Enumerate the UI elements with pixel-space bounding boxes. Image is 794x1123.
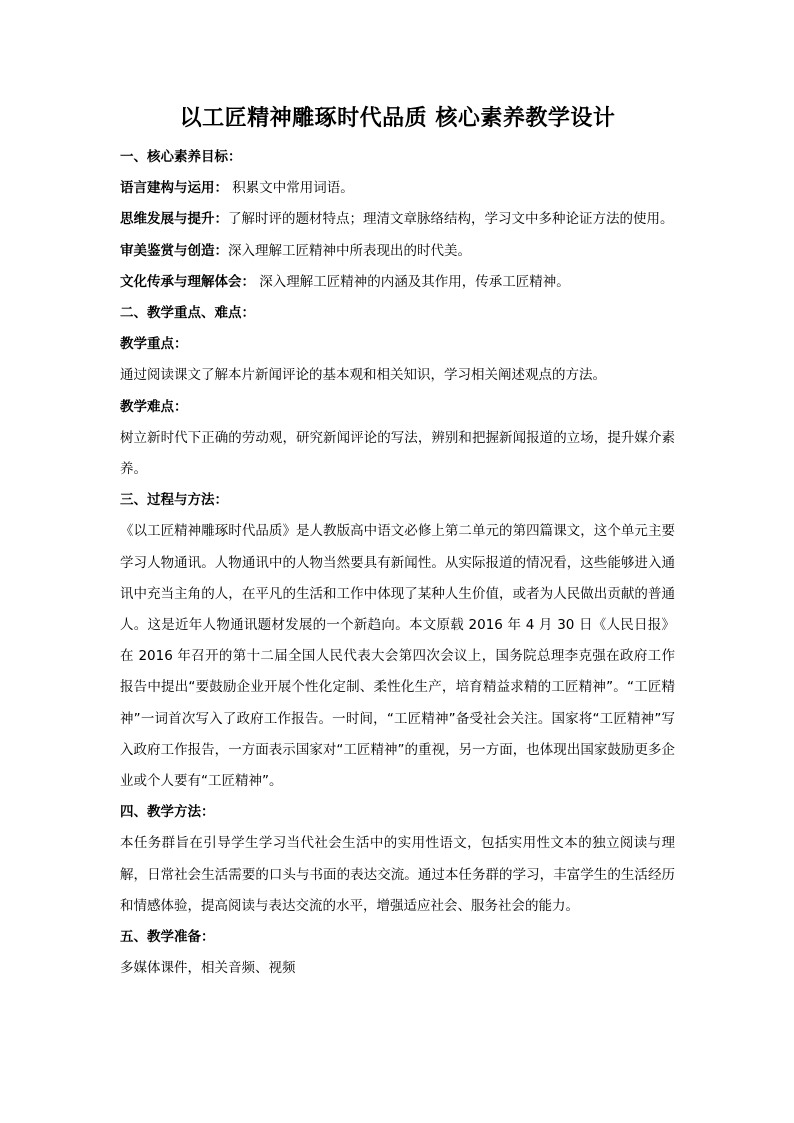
document-title: 以工匠精神雕琢时代品质 核心素养教学设计	[179, 106, 616, 131]
section-heading-process: 三、过程与方法：	[120, 492, 228, 509]
key-point-label: 教学重点：	[120, 336, 188, 353]
section-heading-key-points: 二、教学重点、难点：	[120, 305, 255, 322]
goal-item-language	[120, 173, 675, 204]
methods-paragraph: 本任务群旨在引导学生学习当代社会生活中的实用性语文，包括实用性文本的独立阅读与理解，日常社会生活需要的口头与书面的表达交流。通过本任务群的学习，丰富学生的生活经历和情感体验，提高阅读与表达交流的水平，增强适应社会、服务社会的能力。	[120, 835, 675, 914]
section-heading-goals: 一、核心素养目标：	[120, 149, 242, 165]
key-point-text: 通过阅读课文了解本片新闻评论的基本观和相关知识，学习相关阐述观点的方法。	[120, 367, 606, 384]
preparation-text: 多媒体课件，相关音频、视频	[120, 960, 296, 977]
document-page	[120, 100, 675, 984]
goal-item-aesthetic	[120, 236, 675, 267]
goal-text: 积累文中常用词语。	[228, 180, 354, 197]
goal-item-thinking	[120, 204, 675, 235]
goal-label: 审美鉴赏与创造：	[120, 242, 228, 259]
difficult-point-label: 教学难点：	[120, 398, 188, 415]
goal-label: 语言建构与运用：	[120, 180, 228, 197]
goal-text: 了解时评的题材特点；理清文章脉络结构，学习文中多种论证方法的使用。	[228, 211, 674, 228]
section-heading-preparation: 五、教学准备：	[120, 929, 215, 946]
goal-item-culture	[120, 267, 675, 298]
goal-label: 思维发展与提升：	[120, 211, 228, 228]
difficult-point-text: 树立新时代下正确的劳动观，研究新闻评论的写法，辨别和把握新闻报道的立场，提升媒介素养。	[120, 429, 675, 478]
goal-text: 深入理解工匠精神的内涵及其作用，传承工匠精神。	[255, 273, 570, 290]
section-heading-methods: 四、教学方法：	[120, 804, 215, 821]
goal-label: 文化传承与理解体会：	[120, 273, 255, 290]
goal-text: 深入理解工匠精神中所表现出的时代美。	[228, 242, 471, 259]
process-paragraph: 《以工匠精神雕琢时代品质》是人教版高中语文必修上第二单元的第四篇课文，这个单元主要学习人物通讯。人物通讯中的人物当然要具有新闻性。从实际报道的情况看，这些能够进入通讯中充当主角的人，在平凡的生活和工作中体现了某种人生价值，或者为人民做出贡献的普通人。这是近年人物通讯题材发展的一个新趋向。本文原载 2016 年 4 月 30 日《人民日报》在 2016 年召开的第十二届全国人民代表大会第四次会议上，国务院总理李克强在政府工作报告中提出“要鼓励企业开展个性化定制、柔性化生产，培育精益求精的工匠精神”。“工匠精神”一词首次写入了政府工作报告。一时间，“工匠精神”备受社会关注。国家将“工匠精神”写入政府工作报告，一方面表示国家对“工匠精神”的重视，另一方面，也体现出国家鼓励更多企业或个人要有“工匠精神”。	[120, 523, 675, 790]
